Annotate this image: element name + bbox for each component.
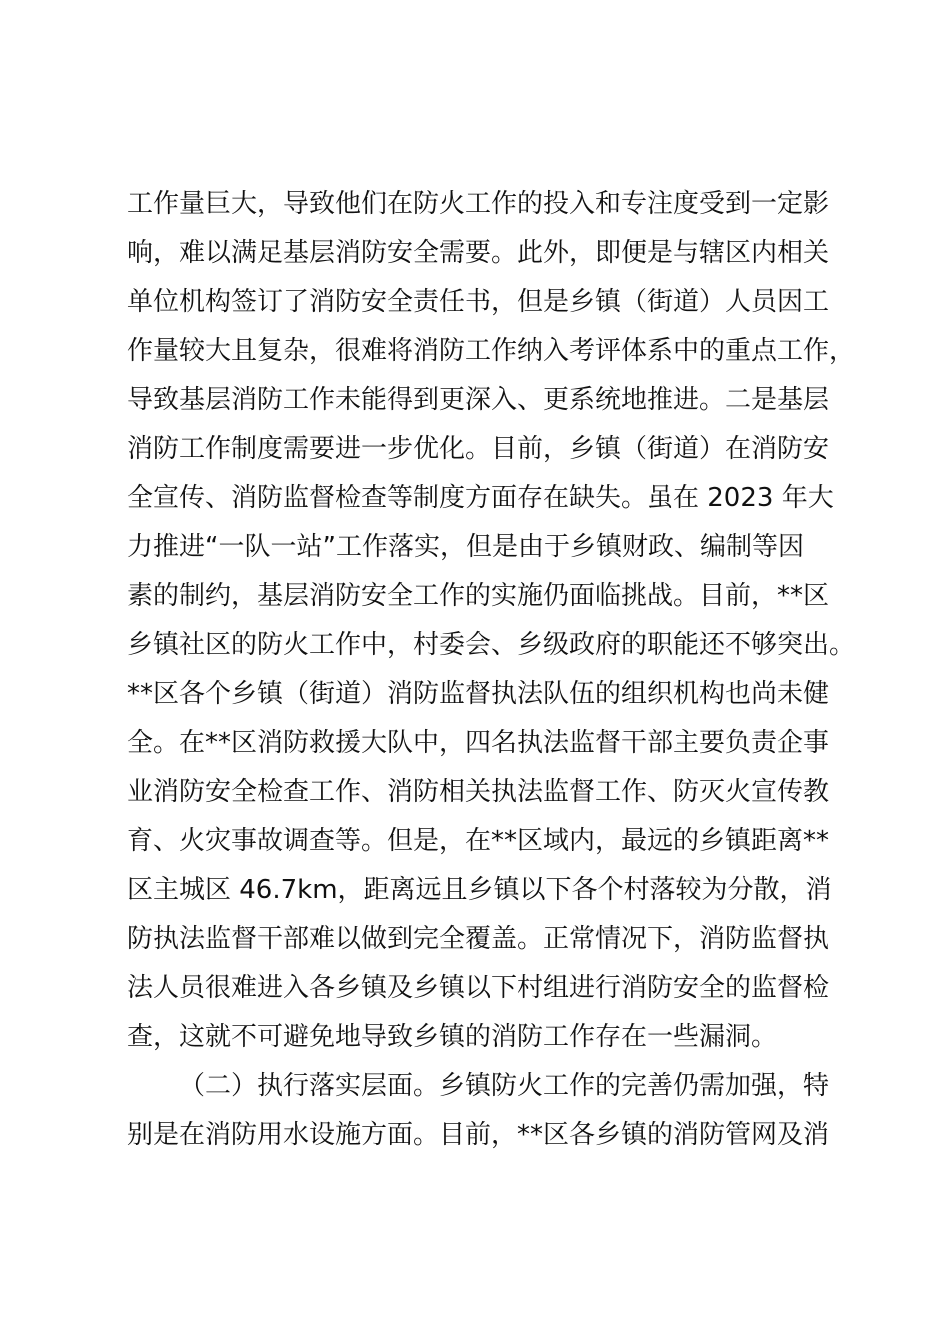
text-line: 别是在消防用水设施方面。目前，**区各乡镇的消防管网及消 xyxy=(127,1120,830,1150)
text-line: 素的制约，基层消防安全工作的实施仍面临挑战。目前，**区 xyxy=(127,581,830,611)
text-line: 力推进“一队一站”工作落实，但是由于乡镇财政、编制等因 xyxy=(127,532,804,562)
text-line: 消防工作制度需要进一步优化。目前，乡镇（街道）在消防安 xyxy=(127,434,830,464)
text-line: 查，这就不可避免地导致乡镇的消防工作存在一些漏洞。 xyxy=(127,1022,778,1052)
text-line: 育、火灾事故调查等。但是，在**区域内，最远的乡镇距离** xyxy=(127,826,830,856)
text-line: 法人员很难进入各乡镇及乡镇以下村组进行消防安全的监督检 xyxy=(127,973,830,1003)
text-line: 全宣传、消防监督检查等制度方面存在缺失。虽在 2023 年大 xyxy=(127,483,834,513)
text-line: 响，难以满足基层消防安全需要。此外，即便是与辖区内相关 xyxy=(127,238,830,268)
body-text xyxy=(127,180,857,1160)
paragraph-start-line: （二）执行落实层面。乡镇防火工作的完善仍需加强，特 xyxy=(179,1071,830,1101)
text-line: 全。在**区消防救援大队中，四名执法监督干部主要负责企事 xyxy=(127,728,830,758)
text-line: 工作量巨大，导致他们在防火工作的投入和专注度受到一定影 xyxy=(127,189,830,219)
text-line: 业消防安全检查工作、消防相关执法监督工作、防灭火宣传教 xyxy=(127,777,830,807)
text-line: **区各个乡镇（街道）消防监督执法队伍的组织机构也尚未健 xyxy=(127,679,830,709)
text-line: 单位机构签订了消防安全责任书，但是乡镇（街道）人员因工 xyxy=(127,287,830,317)
text-line: 区主城区 46.7km，距离远且乡镇以下各个村落较为分散，消 xyxy=(127,875,832,905)
text-line: 作量较大且复杂，很难将消防工作纳入考评体系中的重点工作， xyxy=(127,336,856,366)
text-line: 导致基层消防工作未能得到更深入、更系统地推进。二是基层 xyxy=(127,385,830,415)
text-line: 防执法监督干部难以做到完全覆盖。正常情况下，消防监督执 xyxy=(127,924,830,954)
text-line: 乡镇社区的防火工作中，村委会、乡级政府的职能还不够突出。 xyxy=(127,630,856,660)
